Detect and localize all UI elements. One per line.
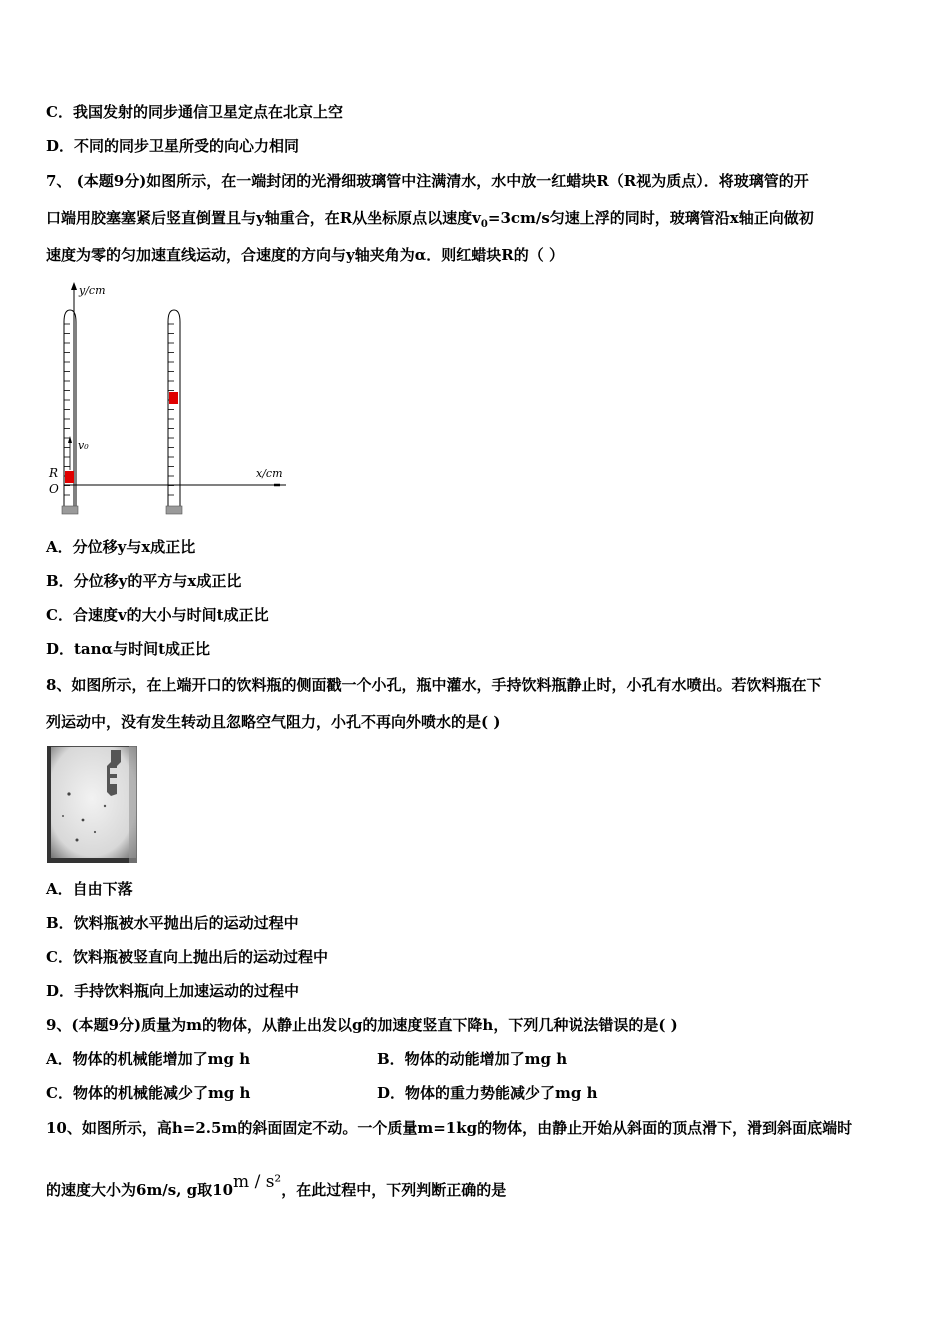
q8-option-a: A．自由下落 [46,880,133,898]
y-axis-label: y/cm [79,284,106,297]
q10-stem-line2-a: 的速度大小为6m/s, g取10 [46,1181,234,1199]
red-wax-block-start [65,471,74,483]
q9-option-d: D．物体的重力势能减少了mg h [377,1084,598,1102]
q10-stem-line2-b: ，在此过程中，下列判断正确的是 [281,1181,507,1199]
y-axis-arrow [71,282,77,290]
q7-option-a: A．分位移y与x成正比 [46,538,196,556]
red-wax-block-moved [169,392,178,404]
q10-stem-line2 [46,1172,910,1200]
q9-stem: 9、(本题9分)质量为m的物体，从静止出发以g的加速度竖直下降h，下列几种说法错误的是( ) [46,1016,678,1034]
glass-tube-figure [44,280,294,516]
tube-right-stopper [166,506,182,514]
q9-option-b: B．物体的动能增加了mg h [377,1050,568,1068]
q7-option-b: B．分位移y的平方与x成正比 [46,572,242,590]
origin-label: O [49,482,59,496]
q8-option-b: B．饮料瓶被水平抛出后的运动过程中 [46,914,299,932]
q10-stem-line1: 10、如图所示，高h=2.5m的斜面固定不动。一个质量m=1kg的物体，由静止开始从斜面的顶点滑下，滑到斜面底端时 [46,1119,853,1137]
q8-stem-line1: 8、如图所示，在上端开口的饮料瓶的侧面戳一个小孔，瓶中灌水，手持饮料瓶静止时，小孔有水喷出。若饮料瓶在下 [46,676,822,694]
q9-option-a: A．物体的机械能增加了mg h [46,1050,251,1068]
q6-option-d: D．不同的同步卫星所受的向心力相同 [46,137,300,155]
q7-option-c: C．合速度v的大小与时间t成正比 [46,606,269,624]
q8-stem-line2: 列运动中，没有发生转动且忽略空气阻力，小孔不再向外喷水的是( ) [46,713,501,731]
q7-stem-line2-b: =3cm/s匀速上浮的同时，玻璃管沿x轴正向做初 [487,209,814,227]
q10-unit: m / s² [233,1172,282,1192]
velocity-label: v₀ [78,439,89,452]
tube-left-stopper [62,506,78,514]
q7-stem-line2-a: 口端用胶塞塞紧后竖直倒置且与y轴重合，在R从坐标原点以速度v [46,209,481,227]
bottle-photo [47,746,137,863]
q8-option-c: C．饮料瓶被竖直向上抛出后的运动过程中 [46,948,328,966]
x-axis-label: x/cm [256,467,283,480]
tube-right-scale [168,324,174,495]
q9-option-c: C．物体的机械能减少了mg h [46,1084,251,1102]
q7-stem-line2 [46,208,910,235]
q7-v-subscript: 0 [480,219,488,230]
q7-stem-line3: 速度为零的匀加速直线运动，合速度的方向与y轴夹角为α．则红蜡块R的（ ） [46,246,564,264]
r-label: R [49,466,59,480]
q8-option-d: D．手持饮料瓶向上加速运动的过程中 [46,982,300,1000]
q7-option-d: D．tanα与时间t成正比 [46,640,211,658]
tube-left-scale [64,324,70,495]
q7-stem-line1: 7、 (本题9分)如图所示，在一端封闭的光滑细玻璃管中注满清水，水中放一红蜡块R（R视为质点）．将玻璃管的开 [46,172,809,190]
q6-option-c: C．我国发射的同步通信卫星定点在北京上空 [46,103,343,121]
tube-right [168,310,180,508]
